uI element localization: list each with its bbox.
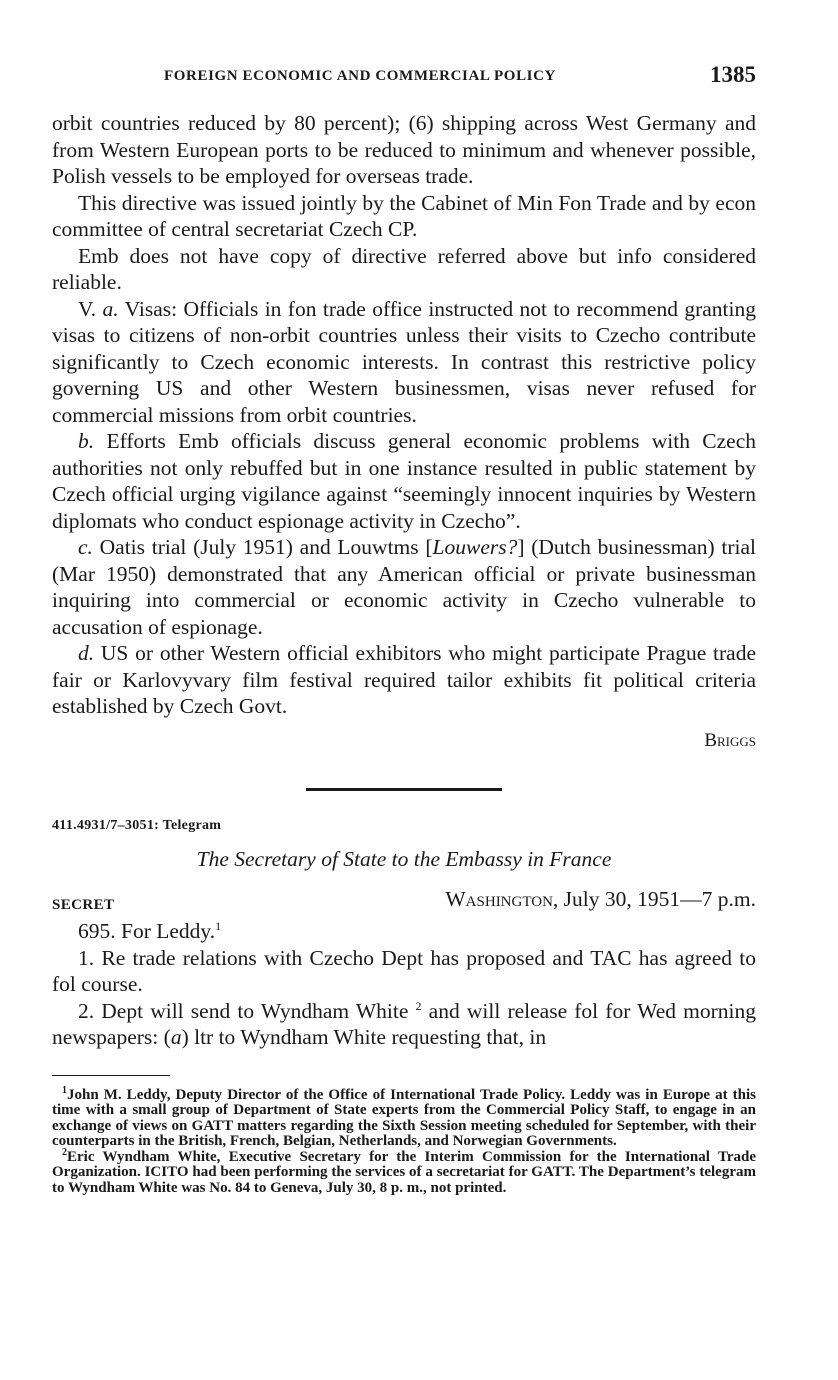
dateline-date: , July 30, 1951—7 p.m. xyxy=(552,887,756,911)
classification-line xyxy=(52,886,756,918)
paragraph: d. US or other Western official exhibitors who might participate Prague trade fair or Karlovyvary film festival required tailor exhibits fit political criteria established by Czech Govt. xyxy=(52,641,756,718)
page-header xyxy=(52,62,756,92)
paragraph: This directive was issued jointly by the Cabinet of Min Fon Trade and by econ committee of central secretariat Czech CP. xyxy=(52,190,756,241)
section-divider xyxy=(306,788,502,791)
file-reference: 411.4931/7–3051: Telegram xyxy=(52,818,222,833)
paragraph: V. a. Visas: Officials in fon trade office instructed not to recommend granting visas to citizens of non-orbit countries unless their visits to Czecho contribute significantly to Czech economic interests. In contrast this restrictive policy governing US and other Western businessmen, visas never refused for commercial missions from orbit countries. xyxy=(52,296,756,427)
dateline xyxy=(445,886,756,913)
telegram-line: 695. For Leddy.$^1$ xyxy=(78,918,222,943)
paragraph: c. Oatis trial (July 1951) and Louwtms [Louwers?] (Dutch businessman) trial (Mar 1950) demonstrated that any American official or private businessman inquiring into commercial or economic activity in Czecho vulnerable to accusation of espionage. xyxy=(52,535,757,639)
page-body xyxy=(52,110,756,1196)
footnote: $^1$John M. Leddy, Deputy Director of the Office of International Trade Policy. Leddy was in Europe at this time with a small group of Department of State experts from the Commercial Policy Staff, to engage in an exchange of views on GATT matters regarding the Sixth Session meeting scheduled for September, with their counterparts in the British, French, Belgian, Netherlands, and Norwegian Governments. xyxy=(52,1084,756,1149)
footnote: $^2$Eric Wyndham White, Executive Secretary for the Interim Commission for the International Trade Organization. ICITO had been performing the services of a secretariat for GATT. The Department’s telegram to Wyndham White was No. 84 to Geneva, July 30, 8 p. m., not printed. xyxy=(52,1146,756,1196)
signature: Briggs xyxy=(704,729,756,751)
footnotes xyxy=(52,1084,756,1197)
paragraph: b. Efforts Emb officials discuss general economic problems with Czech authorities not only rebuffed but in one instance resulted in public statement by Czech official urging vigilance against “seemingly innocent inquiries by Western diplomats who conduct espionage activity in Czecho”. xyxy=(52,429,756,533)
telegram-item: 2. Dept will send to Wyndham White $^2$ and will release fol for Wed morning newspapers: (a) ltr to Wyndham White requesting that, in xyxy=(52,998,756,1049)
footnote-ref: 1 xyxy=(215,918,222,933)
footnote-divider xyxy=(52,1075,170,1076)
page-number: 1385 xyxy=(710,62,756,87)
classification-label: SECRET xyxy=(52,897,115,913)
document-title: The Secretary of State to the Embassy in France xyxy=(196,846,612,871)
telegram-item: 1. Re trade relations with Czecho Dept has proposed and TAC has agreed to fol course. xyxy=(52,945,756,996)
running-head: FOREIGN ECONOMIC AND COMMERCIAL POLICY xyxy=(164,68,556,84)
paragraph: orbit countries reduced by 80 percent); (6) shipping across West Germany and from Western European ports to be reduced to minimum and whenever possible, Polish vessels to be employed for overseas trade. xyxy=(52,111,756,188)
footnote-ref: 2 xyxy=(415,998,422,1013)
dateline-place: Washington xyxy=(445,887,553,911)
paragraph: Emb does not have copy of directive referred above but info considered reliable. xyxy=(52,243,756,294)
